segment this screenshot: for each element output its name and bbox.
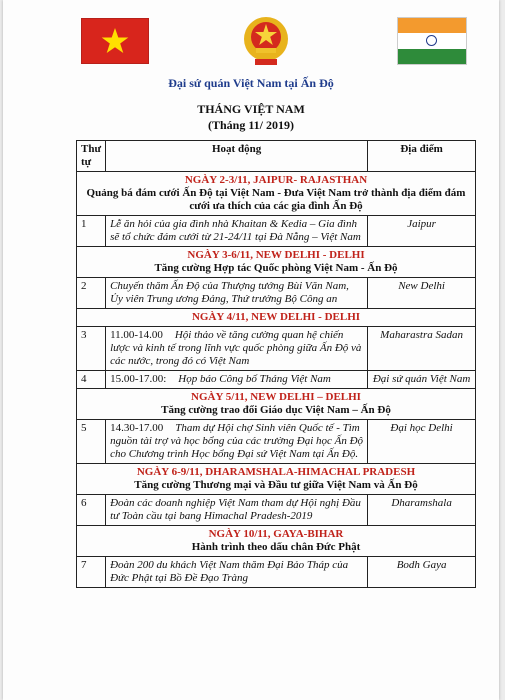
row-time: 11.00-14.00 xyxy=(110,329,163,341)
table-row xyxy=(77,327,476,371)
day-date: NGÀY 5/11, NEW DELHI – DELHI xyxy=(191,391,361,403)
table-row xyxy=(77,557,476,588)
day-date: NGÀY 3-6/11, NEW DELHI - DELHI xyxy=(187,249,365,261)
row-activity: Hội thảo về tăng cường quan hệ chiến lược và kinh tế trong lĩnh vực quốc phòng giữa Ấn Độ và các nước, trong đó có Việt Nam xyxy=(110,329,362,367)
row-activity: Họp báo Công bố Tháng Việt Nam xyxy=(178,373,331,385)
star-icon xyxy=(101,27,129,55)
document-subtitle: (Tháng 11/ 2019) xyxy=(207,118,294,132)
row-time: 14.30-17.00 xyxy=(110,422,164,434)
row-num: 2 xyxy=(77,278,106,309)
row-place: Bodh Gaya xyxy=(368,557,476,588)
row-activity-cell xyxy=(106,371,368,389)
row-num: 7 xyxy=(77,557,106,588)
table-header-row xyxy=(77,141,476,172)
row-num: 3 xyxy=(77,327,106,371)
day-header-row xyxy=(77,389,476,420)
row-num: 6 xyxy=(77,495,106,526)
day-subtitle: Quảng bá đám cưới Ấn Độ tại Việt Nam - Đưa Việt Nam trở thành địa điểm đám cưới ưa thích của các gia đình Ấn Độ xyxy=(86,187,466,212)
vietnam-flag xyxy=(81,18,149,64)
row-num: 4 xyxy=(77,371,106,389)
row-num: 5 xyxy=(77,420,106,464)
row-activity: Đoàn các doanh nghiệp Việt Nam tham dự Hội nghị Đầu tư Toàn cầu tại bang Himachal Pradesh-2019 xyxy=(106,495,368,526)
day-date: NGÀY 4/11, NEW DELHI - DELHI xyxy=(191,311,361,323)
india-flag xyxy=(397,17,467,65)
table-row xyxy=(77,420,476,464)
table-row xyxy=(77,278,476,309)
row-activity-cell xyxy=(106,420,368,464)
day-header-row xyxy=(77,309,476,327)
chakra-icon xyxy=(426,35,437,46)
row-activity: Đoàn 200 du khách Việt Nam thăm Đại Bảo Tháp của Đức Phật tại Bồ Đề Đạo Tràng xyxy=(106,557,368,588)
header-place: Địa điểm xyxy=(368,141,476,172)
vietnam-emblem-icon xyxy=(241,14,291,68)
embassy-name: Đại sứ quán Việt Nam tại Ấn Độ xyxy=(168,76,334,90)
row-place: Dharamshala xyxy=(368,495,476,526)
row-place: New Delhi xyxy=(368,278,476,309)
table-row xyxy=(77,371,476,389)
document-page xyxy=(3,0,499,700)
row-place: Đại học Delhi xyxy=(368,420,476,464)
row-activity: Tham dự Hội chợ Sinh viên Quốc tế - Tìm nguồn tài trợ và học bổng của các trường Đại học Ấn Độ cho Chương trình Học bổng Đại sứ Việt Nam tại Ấn Độ. xyxy=(110,422,364,460)
day-header-row xyxy=(77,172,476,216)
day-subtitle: Tăng cường trao đổi Giáo dục Việt Nam – Ấn Độ xyxy=(161,404,391,416)
row-time: 15.00-17.00: xyxy=(110,373,167,385)
table-row xyxy=(77,216,476,247)
day-subtitle: Tăng cường Thương mại và Đầu tư giữa Việt Nam và Ấn Độ xyxy=(134,479,418,491)
row-activity-cell xyxy=(106,327,368,371)
day-header-row xyxy=(77,526,476,557)
day-subtitle: Tăng cường Hợp tác Quốc phòng Việt Nam - Ấn Độ xyxy=(154,262,398,274)
row-place: Jaipur xyxy=(368,216,476,247)
row-activity: Chuyến thăm Ấn Độ của Thượng tướng Bùi Văn Nam, Ủy viên Trung ương Đảng, Thứ trưởng Bộ Công an xyxy=(106,278,368,309)
row-place: Maharastra Sadan xyxy=(368,327,476,371)
day-subtitle: Hành trình theo dấu chân Đức Phật xyxy=(191,541,361,553)
table-row xyxy=(77,495,476,526)
day-header-row xyxy=(77,464,476,495)
schedule-table xyxy=(76,140,476,588)
day-date: NGÀY 6-9/11, DHARAMSHALA-HIMACHAL PRADESH xyxy=(136,466,416,478)
header-num: Thư tự xyxy=(77,141,106,172)
document-title: THÁNG VIỆT NAM xyxy=(197,102,305,116)
row-num: 1 xyxy=(77,216,106,247)
day-header-row xyxy=(77,247,476,278)
day-date: NGÀY 10/11, GAYA-BIHAR xyxy=(208,528,344,540)
row-activity: Lễ ăn hỏi của gia đình nhà Khaitan & Kedia – Gia đình sẽ tổ chức đám cưới từ 21-24/11 tại Đà Nẵng – Việt Nam xyxy=(106,216,368,247)
day-date: NGÀY 2-3/11, JAIPUR- RAJASTHAN xyxy=(184,174,368,186)
row-place: Đại sứ quán Việt Nam xyxy=(368,371,476,389)
header-activity: Hoạt động xyxy=(106,141,368,172)
